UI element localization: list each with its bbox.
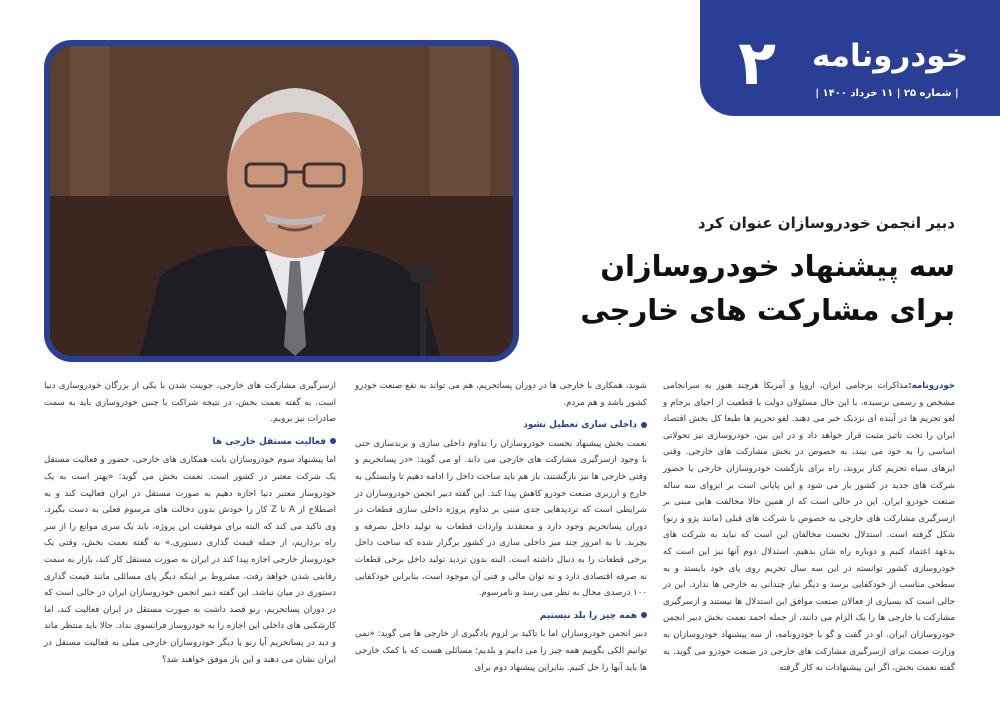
issue-line: | شماره ۲۵ | ۱۱ خرداد ۱۴۰۰ | <box>815 88 959 99</box>
column-middle-intro: شوند، همکاری با خارجی ها در دوران پساتحریم، هم می تواند به نفع صنعت خودرو کشور باشد و هم مردم. <box>355 381 647 408</box>
subheading-localization: داخلی سازی تعطیل نشود <box>355 417 647 434</box>
column-left <box>44 378 336 668</box>
headline-block <box>535 214 955 332</box>
paragraph-localization: نعمت بخش پیشنهاد نخست خودروسازان را تداوم داخلی سازی و برندسازی حتی با وجود ازسرگیری مشارکت های خارجی می داند. او می گوید: «در پساتحریم و وقتی خارجی ها نیز بازگشتند، باز هم باید ساخت داخل را ادامه دهیم تا وابستگی به خارج و ارزبری صنعت خودرو کاهش پیدا کند. این گفته دبیر انجمن خودروسازان در شرایطی است که تردیدهایی جدی مبنی بر تداوم پروژه داخلی سازی قطعات در دوران پساتحریم وجود دارد و معتقدند واردات قطعات به تولید داخل بصرفه و بچربد. تا به امروز چند میز داخلی سازی در کشور برگزار شده که ساخت داخل برخی قطعات را به دنبال داشته است. البته بدون تردید تولید داخل برخی قطعات نه صرفه اقتصادی دارد و نه توان مالی و فنی آن موجود است، بنابراین خودکفایی ۱۰۰ درصدی محال به نظر می رسد و نامرسوم. <box>355 438 647 599</box>
article-kicker: دبیر انجمن خودروسازان عنوان کرد <box>697 214 955 232</box>
lead-paragraph: مذاکرات برجامی ایران، اروپا و آمریکا هرچند هنوز به سرانجامی مشخص و رسمی نرسیده، با این حال مسئولان دولت با قطعیت از احیای برجام و لغو تحریم ها در آینده ای نزدیک خبر می دهند. لغو تحریم ها طبعا کل بخش اقتصاد ایران را تحت تاثیر مثبت قرار خواهد داد و در این بین، خودروسازی نیز تحولاتی اساسی را به خود می بیند، به خصوص در بخش مشارکت های خارجی. وقتی ابرهای سیاه تحریم کنار بروند، راه برای بازگشت خودروسازان خارجی یا حضور شرکت های جدید در کشور باز می شود و این پایانی است بر انزوای سه ساله صنعت خودرو ایران. این در حالی است که از همین حالا مخالفت هایی مبنی بر ازسرگیری مشارکت های خارجی به خصوص با شرکت های قبلی (مانند پژو و رنو) شکل گرفته است. استدلال نخست مخالفان این است که نباید به شرکت های بدعهد اعتماد کنیم و دوباره راه شان بدهیم. استدلال دوم آنها نیز این است که خودروسازی کشور توانسته در این سه سال تحریم روی پای خود بایستد و به سطحی مناسب از خودکفایی برسد و دیگر نیاز چندانی به خارجی ها ندارد. این در حالی است که بسیاری از فعالان صنعت موافق این استدلال ها نیستند و ازسرگیری مشارکت با خارجی ها را یک الزام می دانند، از جمله احمد نعمت بخش دبیر انجمن خودروسازان ایران. او در گفت و گو با خودرونامه، از سه پیشنهاد خودروسازان به وزارت صمت برای ازسرگیری مشارکت های خارجی در صنعت خودرو می گوید. به گفته نعمت بخش، اگر این پیشنهادات به کار گرفته <box>663 381 955 674</box>
paragraph-independent: اما پیشنهاد سوم خودروسازان بابت همکاری های خارجی، حضور و فعالیت مستقل یک شرکت معتبر در کشور است. نعمت بخش می گوید: «بهتر است به یک خودروساز معتبر دنیا اجازه دهیم به صورت مستقل در ایران فعالیت کند و به اصطلاح از A تا Z کار را خودش بدون دخالت های مرسوم فعلی به دست بگیرد. وی تاکید می کند که البته برای موفقیت این پروژه، باید یک سری موانع را از سر راه برداریم، از جمله قیمت گذاری دستوری.» به گفته نعمت بخش، وقتی یک خودروساز خارجی اجازه پیدا کند در ایران به صورت مستقل کار کند، بازار به سمت رقابتی شدن خواهد رفت، مشروط بر اینکه دیگر پای مسائلی مانند قیمت گذاری دستوری در میان نباشد. این گفته دبیر انجمن خودروسازان ایران در حالی است که در دوران پساتحریم، رنو قصد داشت به صورت مستقل در ایران فعالیت کند، اما کارشکنی های داخلی این اجازه را به خودروساز فرانسوی نداد. حالا باید منتظر ماند و دید در پساتحریم آیا رنو یا دیگر خودروسازان خارجی میلی به فعالیت مستقل در ایران نشان می دهند و این بار موفق خواهند شد؟ <box>44 455 336 665</box>
column-right <box>663 378 955 677</box>
subheading-independent: فعالیت مستقل خارجی ها <box>44 434 336 451</box>
bullet-icon <box>330 438 336 444</box>
column-left-intro: ازسرگیری مشارکت های خارجی، جوینت شدن با یکی از بزرگان خودروسازی دنیا است. به گفته نعمت بخش، در نتیجه شراکت با چنین خودروسازی باید به سمت صادرات نیز برویم. <box>44 381 336 425</box>
article-title-line1: سه پیشنهاد خودروسازان <box>600 249 955 283</box>
paragraph-know-how: دبیر انجمن خودروسازان اما با تاکید بر لزوم یادگیری از خارجی ها می گوید: «نمی توانیم الکی بگوییم همه چیز را می دانیم و بلدیم؛ مسائلی هست که با کمک خارجی ها باید آنها را حل کنیم. بنابراین پیشنهاد دوم برای <box>355 629 647 673</box>
bullet-icon <box>641 422 647 428</box>
lead-label: خودرونامه: <box>908 381 955 391</box>
article-title-line2: برای مشارکت های خارجی <box>580 293 955 327</box>
article-photo <box>44 40 519 362</box>
column-middle <box>355 378 647 676</box>
subheading-know-how: همه چیز را بلد نیستیم <box>355 608 647 625</box>
bullet-icon <box>641 612 647 618</box>
page-number: ۲ <box>738 26 776 99</box>
magazine-logo: خودرونامه <box>812 38 969 74</box>
column-right-text <box>663 378 955 677</box>
portrait-image <box>50 46 513 356</box>
